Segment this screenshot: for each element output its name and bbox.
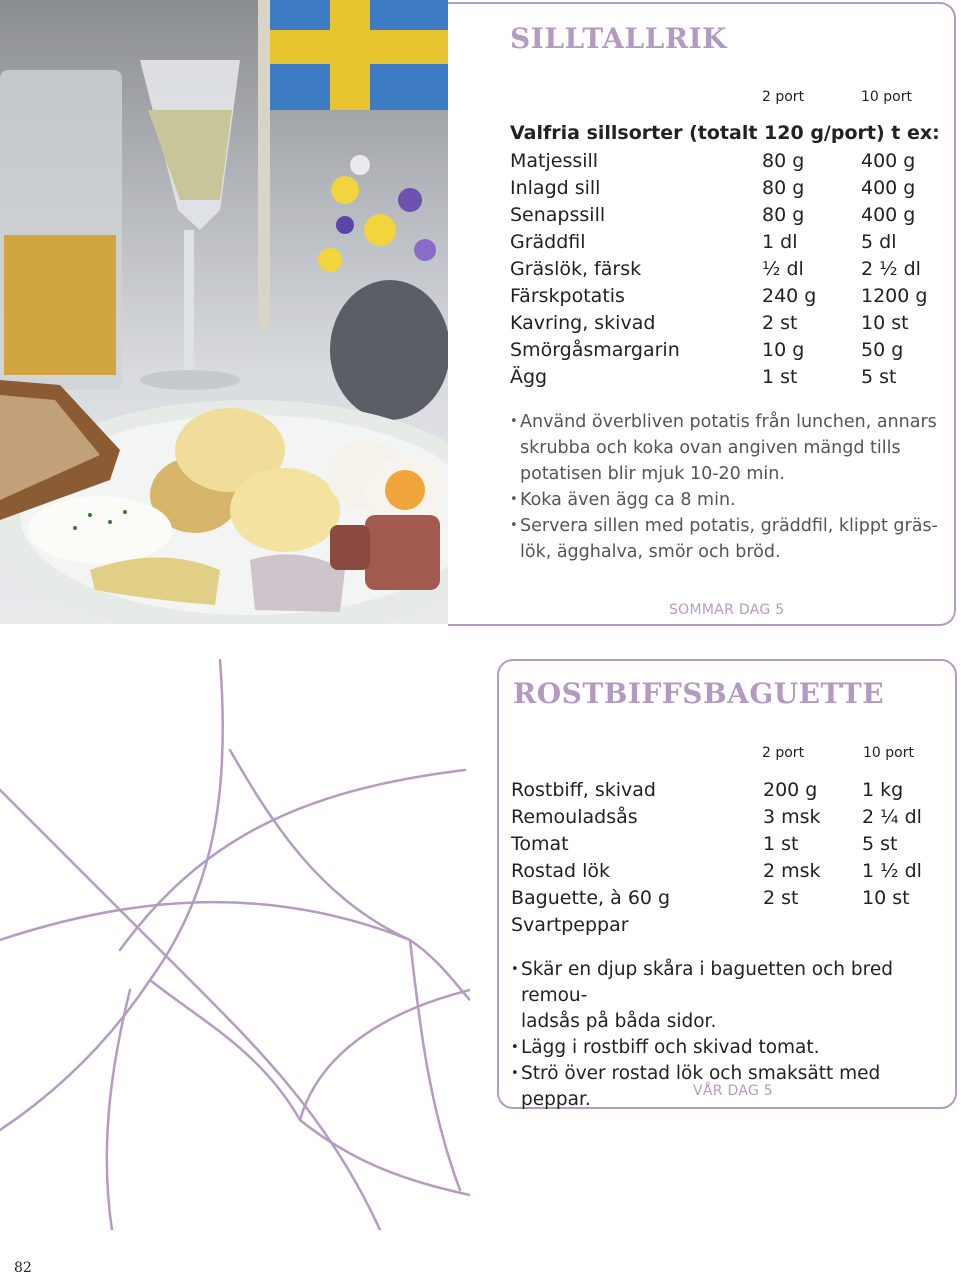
ingredient-name: Baguette, à 60 g [511, 887, 671, 909]
instruction-line: lök, ägghalva, smör och bröd. [520, 542, 781, 562]
ingredient-name: Remouladsås [511, 806, 638, 828]
ingredient-name: Tomat [511, 833, 569, 855]
instruction-line: skrubba och koka ovan angiven mängd tills [520, 438, 901, 458]
ingredient-name: Kavring, skivad [510, 312, 656, 334]
ingredient-qty-2: 10 g [762, 339, 805, 361]
ingredient-qty-10: 1 ½ dl [862, 860, 922, 882]
ingredient-qty-10: 400 g [861, 177, 916, 199]
ingredient-name: Inlagd sill [510, 177, 601, 199]
ingredient-qty-2: 3 msk [763, 806, 821, 828]
ingredient-qty-2: 2 msk [763, 860, 821, 882]
column-header-10-port: 10 port [863, 745, 914, 761]
ingredient-heading: Valfria sillsorter (totalt 120 g/port) t ex: [510, 122, 940, 144]
ingredient-qty-2: 80 g [762, 177, 805, 199]
ingredient-name: Smörgåsmargarin [510, 339, 680, 361]
instruction-line: • Lägg i rostbiff och skivad tomat. [521, 1037, 820, 1058]
ingredient-qty-2: 1 dl [762, 231, 798, 253]
ingredient-qty-10: 400 g [861, 150, 916, 172]
recipe-card-silltallrik [448, 2, 956, 626]
instruction-item [511, 1035, 951, 1061]
instruction-line: potatisen blir mjuk 10-20 min. [520, 464, 785, 484]
instruction-line: • Skär en djup skåra i baguetten och bred remou- [521, 959, 893, 1006]
column-header-2-port: 2 port [762, 745, 805, 761]
ingredient-qty-2: 2 st [763, 887, 799, 909]
ingredient-name: Rostad lök [511, 860, 610, 882]
ingredient-qty-2: 1 st [762, 366, 798, 388]
ingredient-qty-10: 1 kg [862, 779, 904, 801]
ingredient-name: Rostbiff, skivad [511, 779, 656, 801]
ingredient-qty-10: 2 ¼ dl [862, 806, 922, 828]
instruction-item [511, 957, 951, 1035]
ingredient-qty-2: 80 g [762, 204, 805, 226]
column-header-10-port: 10 port [861, 89, 912, 105]
page-number: 82 [14, 1260, 32, 1276]
ingredient-qty-2: 240 g [762, 285, 817, 307]
day-label: VÅR DAG 5 [693, 1083, 774, 1099]
ingredient-qty-10: 10 st [862, 887, 910, 909]
ingredient-name: Gräslök, färsk [510, 258, 642, 280]
ingredient-name: Färskpotatis [510, 285, 625, 307]
silltallrik-photo [0, 0, 448, 624]
ingredient-qty-2: 2 st [762, 312, 798, 334]
ingredient-qty-10: 10 st [861, 312, 909, 334]
instruction-line: • Koka även ägg ca 8 min. [520, 490, 736, 510]
ingredient-qty-10: 5 dl [861, 231, 897, 253]
ingredient-qty-10: 400 g [861, 204, 916, 226]
instruction-line: • Servera sillen med potatis, gräddfil, klippt gräs- [520, 516, 938, 536]
recipe-title: SILLTALLRIK [510, 22, 728, 55]
ingredient-name: Gräddfil [510, 231, 586, 253]
recipe-card-rostbiffsbaguette [497, 659, 957, 1109]
ingredient-qty-2: ½ dl [762, 258, 804, 280]
ingredient-name: Matjessill [510, 150, 599, 172]
column-header-2-port: 2 port [762, 89, 805, 105]
decorative-lines [0, 650, 470, 1230]
recipe-title: ROSTBIFFSBAGUETTE [513, 677, 885, 710]
instruction-line: • Strö över rostad lök och smaksätt med peppar. [521, 1063, 881, 1110]
ingredient-qty-10: 2 ½ dl [861, 258, 921, 280]
instruction-line: ladsås på båda sidor. [521, 1011, 717, 1032]
ingredient-name: Ägg [510, 366, 548, 388]
instruction-item [510, 513, 950, 565]
instruction-item [510, 409, 950, 487]
ingredient-qty-2: 1 st [763, 833, 799, 855]
day-label: SOMMAR DAG 5 [669, 602, 785, 618]
instruction-item [510, 487, 950, 513]
photo-illustration [0, 0, 448, 624]
ingredient-qty-2: 80 g [762, 150, 805, 172]
ingredient-qty-2: 200 g [763, 779, 818, 801]
instructions-list [510, 409, 950, 565]
ingredient-qty-10: 50 g [861, 339, 904, 361]
ingredient-qty-10: 1200 g [861, 285, 928, 307]
ingredient-qty-10: 5 st [862, 833, 898, 855]
ingredient-name: Svartpeppar [511, 914, 629, 936]
ingredient-qty-10: 5 st [861, 366, 897, 388]
instruction-line: • Använd överbliven potatis från lunchen, annars [520, 412, 937, 432]
ingredient-name: Senapssill [510, 204, 606, 226]
